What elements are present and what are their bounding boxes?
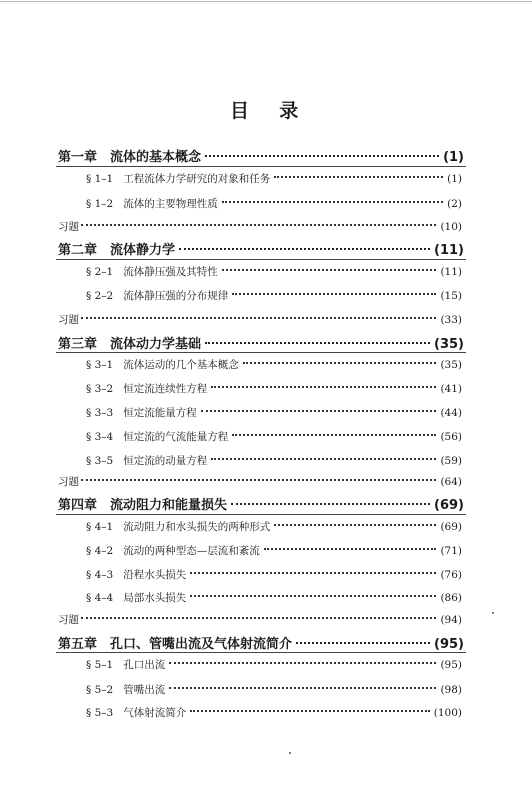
section-title: 沿程水头损失 xyxy=(123,569,187,581)
section-page: (59) xyxy=(440,455,462,467)
dot-leader xyxy=(222,201,443,203)
section-title: 流体静压强的分布规律 xyxy=(123,290,229,302)
dot-leader xyxy=(190,595,436,597)
chapter-title: 第一章 流体的基本概念 xyxy=(58,150,202,165)
section-page: (1) xyxy=(447,173,462,185)
dot-leader xyxy=(211,458,436,460)
dot-leader xyxy=(205,155,439,157)
dot-leader xyxy=(201,410,437,412)
scan-speck xyxy=(492,612,494,614)
section-page: (41) xyxy=(440,383,462,395)
toc-exercise-1[interactable] xyxy=(58,219,462,234)
section-page: (76) xyxy=(440,569,462,581)
dot-leader xyxy=(169,687,436,689)
section-number: § 3–1 xyxy=(86,359,114,371)
toc-section-4-2[interactable] xyxy=(86,543,462,558)
chapter-page: (1) xyxy=(443,150,464,165)
dot-leader xyxy=(211,386,436,388)
dot-leader xyxy=(81,617,436,619)
section-number: § 2–2 xyxy=(86,290,114,302)
toc-exercise-2[interactable] xyxy=(58,312,462,327)
toc-section-3-1[interactable] xyxy=(86,357,462,372)
section-page: (56) xyxy=(440,431,462,443)
section-title: 管嘴出流 xyxy=(123,684,166,696)
toc-section-3-4[interactable] xyxy=(86,429,462,444)
exercise-page: (94) xyxy=(440,614,462,626)
toc-section-3-3[interactable] xyxy=(86,405,462,420)
section-number: § 5–1 xyxy=(86,659,114,671)
section-page: (11) xyxy=(440,266,462,278)
section-title: 气体射流简介 xyxy=(123,707,187,719)
toc-exercise-3[interactable] xyxy=(58,474,462,489)
exercise-page: (64) xyxy=(440,476,462,488)
section-number: § 4–1 xyxy=(86,521,114,533)
section-title: 流体的主要物理性质 xyxy=(123,198,218,210)
section-title: 恒定流连续性方程 xyxy=(123,383,208,395)
exercise-title: 习题 xyxy=(58,476,79,488)
chapter-title: 第三章 流体动力学基础 xyxy=(58,337,202,352)
toc-section-5-2[interactable] xyxy=(86,682,462,697)
chapter-divider xyxy=(56,259,466,260)
section-number: § 4–3 xyxy=(86,569,114,581)
chapter-divider xyxy=(56,166,466,167)
chapter-title: 第五章 孔口、管嘴出流及气体射流简介 xyxy=(58,637,293,652)
section-title: 恒定流的气流能量方程 xyxy=(123,431,229,443)
toc-section-1-2[interactable] xyxy=(86,196,462,211)
section-title: 工程流体力学研究的对象和任务 xyxy=(123,173,271,185)
section-title: 流体静压强及其特性 xyxy=(123,266,218,278)
section-page: (95) xyxy=(440,659,462,671)
dot-leader xyxy=(179,248,430,250)
chapter-page: (95) xyxy=(434,637,464,652)
dot-leader xyxy=(232,293,436,295)
dot-leader xyxy=(169,662,436,664)
section-page: (69) xyxy=(440,521,462,533)
section-page: (100) xyxy=(433,707,462,719)
chapter-title: 第二章 流体静力学 xyxy=(58,243,176,258)
section-title: 流动阻力和水头损失的两种形式 xyxy=(123,521,271,533)
section-page: (15) xyxy=(440,290,462,302)
dot-leader xyxy=(296,642,430,644)
toc-section-1-1[interactable] xyxy=(86,171,462,186)
exercise-title: 习题 xyxy=(58,221,79,233)
section-number: § 5–3 xyxy=(86,707,114,719)
dot-leader xyxy=(274,524,436,526)
dot-leader xyxy=(190,572,436,574)
section-page: (86) xyxy=(440,592,462,604)
chapter-divider xyxy=(56,352,466,353)
section-number: § 3–4 xyxy=(86,431,114,443)
toc-chapter-4[interactable] xyxy=(58,494,464,513)
toc-exercise-4[interactable] xyxy=(58,612,462,627)
toc-section-4-3[interactable] xyxy=(86,567,462,582)
section-title: 局部水头损失 xyxy=(123,592,187,604)
toc-section-5-1[interactable] xyxy=(86,657,462,672)
section-page: (98) xyxy=(440,684,462,696)
toc-section-5-3[interactable] xyxy=(86,705,462,720)
exercise-page: (10) xyxy=(440,221,462,233)
toc-section-3-2[interactable] xyxy=(86,381,462,396)
section-page: (35) xyxy=(440,359,462,371)
toc-chapter-2[interactable] xyxy=(58,239,464,258)
chapter-divider xyxy=(56,514,466,515)
exercise-title: 习题 xyxy=(58,614,79,626)
dot-leader xyxy=(231,503,430,505)
dot-leader xyxy=(243,362,437,364)
dot-leader xyxy=(264,548,437,550)
section-title: 恒定流能量方程 xyxy=(123,407,197,419)
scan-top-edge xyxy=(0,1,532,2)
section-page: (2) xyxy=(447,198,462,210)
section-number: § 4–4 xyxy=(86,592,114,604)
toc-section-2-1[interactable] xyxy=(86,264,462,279)
section-number: § 1–2 xyxy=(86,198,114,210)
dot-leader xyxy=(81,479,436,481)
section-number: § 4–2 xyxy=(86,545,114,557)
section-number: § 3–2 xyxy=(86,383,114,395)
scan-speck xyxy=(289,752,291,754)
chapter-title: 第四章 流动阻力和能量损失 xyxy=(58,498,228,513)
chapter-page: (11) xyxy=(434,243,464,258)
toc-section-4-4[interactable] xyxy=(86,590,462,605)
section-page: (44) xyxy=(440,407,462,419)
section-number: § 2–1 xyxy=(86,266,114,278)
dot-leader xyxy=(81,317,436,319)
dot-leader xyxy=(232,434,436,436)
chapter-divider xyxy=(56,652,466,653)
section-number: § 3–5 xyxy=(86,455,114,467)
dot-leader xyxy=(274,176,443,178)
page-title: 目 录 xyxy=(229,100,302,122)
exercise-title: 习题 xyxy=(58,314,79,326)
section-number: § 3–3 xyxy=(86,407,114,419)
chapter-page: (35) xyxy=(434,337,464,352)
toc-chapter-1[interactable] xyxy=(58,146,464,165)
section-number: § 5–2 xyxy=(86,684,114,696)
dot-leader xyxy=(81,224,436,226)
exercise-page: (33) xyxy=(440,314,462,326)
section-page: (71) xyxy=(440,545,462,557)
toc-chapter-5[interactable] xyxy=(58,633,464,652)
dot-leader xyxy=(205,342,430,344)
dot-leader xyxy=(222,269,437,271)
section-title: 流动的两种型态—层流和紊流 xyxy=(123,545,260,557)
toc-section-2-2[interactable] xyxy=(86,288,462,303)
chapter-page: (69) xyxy=(434,498,464,513)
section-title: 恒定流的动量方程 xyxy=(123,455,208,467)
toc-chapter-3[interactable] xyxy=(58,333,464,352)
dot-leader xyxy=(190,710,430,712)
section-number: § 1–1 xyxy=(86,173,114,185)
section-title: 流体运动的几个基本概念 xyxy=(123,359,239,371)
toc-section-3-5[interactable] xyxy=(86,453,462,468)
section-title: 孔口出流 xyxy=(123,659,166,671)
toc-section-4-1[interactable] xyxy=(86,519,462,534)
